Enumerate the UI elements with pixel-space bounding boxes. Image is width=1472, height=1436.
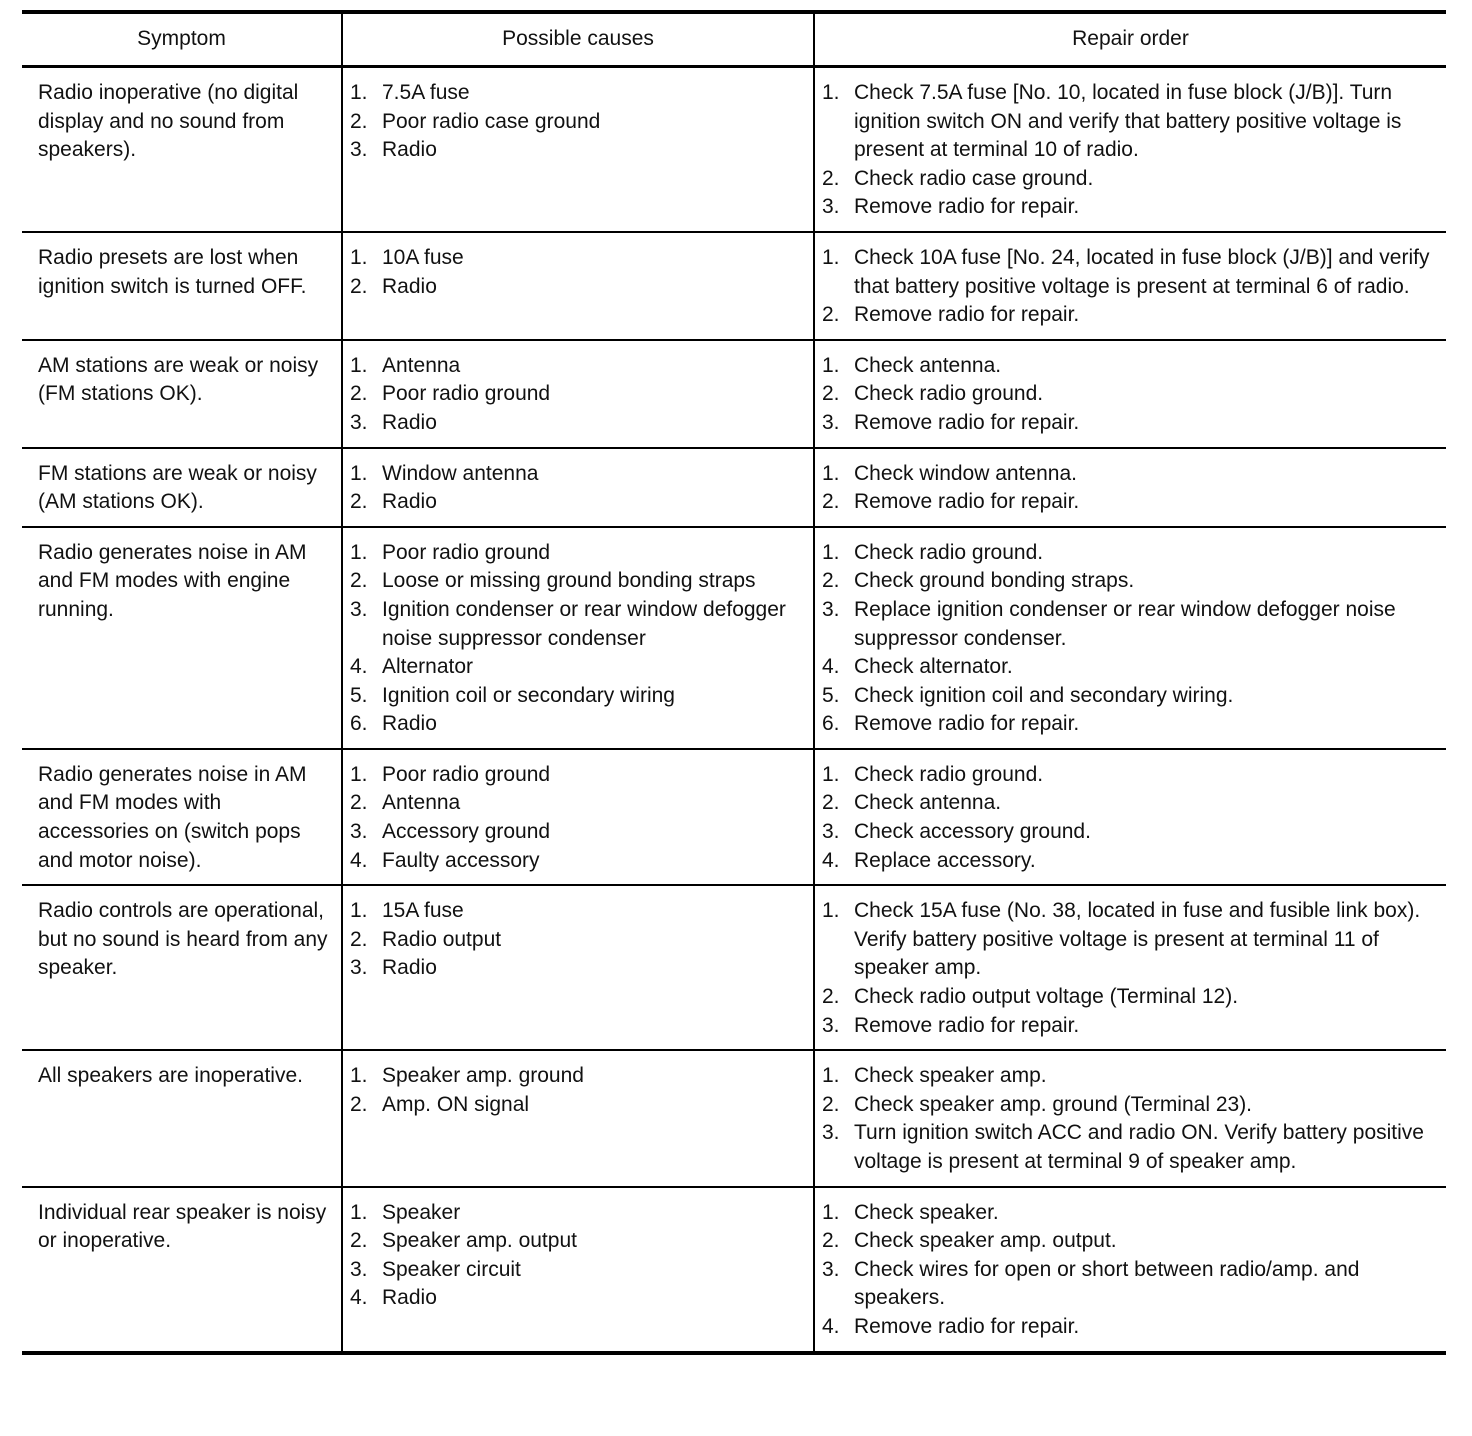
symptom-text: FM stations are weak or noisy (AM stations OK). (38, 461, 317, 514)
repair-order-item (822, 682, 1438, 711)
possible-causes-item (350, 352, 805, 381)
possible-causes-cell (342, 527, 814, 749)
item-text: Check 10A fuse [No. 24, located in fuse block (J/B)] and verify that battery positive voltage is present at terminal 6 of radio. (854, 245, 1430, 298)
repair-order-item (822, 539, 1438, 568)
item-number: 1. (350, 540, 368, 564)
item-number: 1. (350, 1064, 368, 1088)
item-number: 4. (822, 1314, 840, 1338)
item-number: 2. (822, 490, 840, 514)
possible-causes-item (350, 567, 805, 596)
item-text: Remove radio for repair. (854, 303, 1080, 327)
item-number: 3. (822, 820, 840, 844)
item-text: 15A fuse (382, 899, 464, 923)
repair-order-item (822, 165, 1438, 194)
possible-causes-item (350, 273, 805, 302)
troubleshooting-table (22, 10, 1446, 1355)
possible-causes-item (350, 409, 805, 438)
possible-causes-list (343, 449, 813, 526)
item-number: 2. (350, 490, 368, 514)
item-text: Ignition coil or secondary wiring (382, 683, 675, 707)
item-number: 2. (822, 303, 840, 327)
symptom-cell (22, 885, 342, 1050)
item-number: 2. (350, 382, 368, 406)
item-number: 4. (350, 655, 368, 679)
item-text: Check antenna. (854, 353, 1002, 377)
symptom-text: Radio generates noise in AM and FM modes with engine running. (38, 540, 307, 621)
possible-causes-item (350, 926, 805, 955)
item-number: 2. (822, 791, 840, 815)
possible-causes-cell (342, 749, 814, 885)
repair-order-item (822, 596, 1438, 653)
item-number: 2. (822, 382, 840, 406)
item-text: Faulty accessory (382, 848, 540, 872)
item-number: 1. (350, 353, 368, 377)
possible-causes-cell (342, 448, 814, 527)
item-text: Check radio case ground. (854, 166, 1094, 190)
repair-order-cell (814, 67, 1446, 232)
repair-order-item (822, 847, 1438, 876)
item-text: Remove radio for repair. (854, 1314, 1080, 1338)
item-text: Check radio ground. (854, 540, 1044, 564)
symptom-text: Radio presets are lost when ignition switch is turned OFF. (38, 245, 307, 298)
symptom-text: Radio inoperative (no digital display and no sound from speakers). (38, 81, 299, 162)
symptom-cell (22, 527, 342, 749)
possible-causes-item (350, 460, 805, 489)
possible-causes-item (350, 653, 805, 682)
item-text: Radio output (382, 927, 502, 951)
possible-causes-list (343, 1188, 813, 1322)
item-text: Amp. ON signal (382, 1092, 530, 1116)
possible-causes-item (350, 818, 805, 847)
repair-order-cell (814, 1050, 1446, 1186)
item-text: Poor radio ground (382, 762, 551, 786)
possible-causes-item (350, 596, 805, 653)
table-row (22, 340, 1446, 448)
possible-causes-item (350, 789, 805, 818)
repair-order-cell (814, 1187, 1446, 1353)
repair-order-item (822, 897, 1438, 983)
item-number: 4. (350, 1286, 368, 1310)
repair-order-item (822, 1227, 1438, 1256)
item-number: 1. (822, 245, 840, 269)
possible-causes-item (350, 1227, 805, 1256)
table-row (22, 67, 1446, 232)
table-row (22, 448, 1446, 527)
header-repair-order: Repair order (814, 12, 1446, 67)
repair-order-list (815, 1188, 1446, 1351)
item-text: Radio (382, 274, 437, 298)
item-text: Speaker (382, 1200, 461, 1224)
item-text: Ignition condenser or rear window defogger noise suppressor condenser (382, 597, 786, 650)
item-number: 2. (350, 1229, 368, 1253)
repair-order-item (822, 1199, 1438, 1228)
table-header-row (22, 12, 1446, 67)
header-symptom: Symptom (22, 12, 342, 67)
item-text: Speaker amp. output (382, 1229, 577, 1253)
item-text: Check speaker amp. (854, 1064, 1047, 1088)
item-number: 1. (822, 81, 840, 104)
repair-order-item (822, 567, 1438, 596)
symptom-cell (22, 340, 342, 448)
possible-causes-item (350, 1091, 805, 1120)
possible-causes-cell (342, 232, 814, 340)
possible-causes-list (343, 750, 813, 884)
possible-causes-list (343, 528, 813, 748)
item-text: Remove radio for repair. (854, 1013, 1080, 1037)
symptom-cell (22, 1050, 342, 1186)
repair-order-cell (814, 749, 1446, 885)
item-number: 4. (822, 848, 840, 872)
item-number: 4. (350, 848, 368, 872)
possible-causes-item (350, 1199, 805, 1228)
item-number: 3. (350, 820, 368, 844)
repair-order-list (815, 68, 1446, 231)
item-text: Turn ignition switch ACC and radio ON. Verify battery positive voltage is present at terminal 9 of speaker amp. (854, 1121, 1424, 1173)
repair-order-item (822, 789, 1438, 818)
table-body (22, 67, 1446, 1353)
item-text: Replace ignition condenser or rear window defogger noise suppressor condenser. (854, 597, 1396, 650)
repair-order-item (822, 1256, 1438, 1313)
possible-causes-item (350, 136, 805, 165)
repair-order-list (815, 886, 1446, 1049)
item-number: 1. (350, 899, 368, 923)
item-text: Poor radio ground (382, 540, 551, 564)
possible-causes-item (350, 79, 805, 108)
repair-order-list (815, 341, 1446, 447)
repair-order-item (822, 710, 1438, 739)
item-text: Check radio output voltage (Terminal 12). (854, 985, 1239, 1009)
item-text: Remove radio for repair. (854, 712, 1080, 736)
item-number: 1. (350, 245, 368, 269)
repair-order-list (815, 750, 1446, 884)
repair-order-item (822, 193, 1438, 222)
possible-causes-item (350, 539, 805, 568)
repair-order-item (822, 1119, 1438, 1176)
item-text: Radio (382, 712, 437, 736)
item-number: 2. (822, 569, 840, 593)
possible-causes-list (343, 1051, 813, 1128)
symptom-text: Individual rear speaker is noisy or inoperative. (38, 1200, 327, 1253)
repair-order-item (822, 1062, 1438, 1091)
possible-causes-list (343, 68, 813, 174)
repair-order-item (822, 983, 1438, 1012)
troubleshooting-table-sheet (22, 10, 1446, 1355)
item-number: 2. (350, 569, 368, 593)
possible-causes-item (350, 710, 805, 739)
repair-order-item (822, 409, 1438, 438)
possible-causes-cell (342, 1187, 814, 1353)
table-row (22, 749, 1446, 885)
possible-causes-item (350, 847, 805, 876)
item-number: 3. (350, 1257, 368, 1281)
item-number: 3. (350, 138, 368, 162)
item-number: 2. (822, 1229, 840, 1253)
item-number: 3. (822, 195, 840, 219)
item-number: 3. (350, 956, 368, 980)
possible-causes-item (350, 108, 805, 137)
repair-order-item (822, 79, 1438, 165)
item-text: Loose or missing ground bonding straps (382, 569, 756, 593)
repair-order-cell (814, 232, 1446, 340)
item-text: Check antenna. (854, 791, 1002, 815)
item-text: Speaker amp. ground (382, 1064, 584, 1088)
item-text: Check speaker amp. output. (854, 1229, 1117, 1253)
item-text: Remove radio for repair. (854, 195, 1080, 219)
symptom-cell (22, 232, 342, 340)
possible-causes-item (350, 244, 805, 273)
item-text: Replace accessory. (854, 848, 1036, 872)
item-number: 1. (822, 1064, 840, 1088)
item-text: Check radio ground. (854, 762, 1044, 786)
repair-order-list (815, 1051, 1446, 1185)
item-number: 3. (822, 410, 840, 434)
repair-order-item (822, 1091, 1438, 1120)
table-row (22, 885, 1446, 1050)
symptom-cell (22, 448, 342, 527)
item-text: Radio (382, 410, 437, 434)
possible-causes-item (350, 1284, 805, 1313)
item-number: 1. (822, 1200, 840, 1224)
item-number: 1. (822, 353, 840, 377)
item-text: Check radio ground. (854, 382, 1044, 406)
possible-causes-item (350, 1062, 805, 1091)
possible-causes-list (343, 886, 813, 992)
possible-causes-cell (342, 340, 814, 448)
item-text: 7.5A fuse (382, 81, 470, 104)
item-text: Check 15A fuse (No. 38, located in fuse and fusible link box). Verify battery positive voltage is present at terminal 11 of speaker amp. (854, 899, 1421, 980)
item-number: 1. (350, 81, 368, 104)
possible-causes-item (350, 954, 805, 983)
possible-causes-list (343, 341, 813, 447)
header-possible-causes: Possible causes (342, 12, 814, 67)
item-text: Radio (382, 956, 437, 980)
item-text: Check accessory ground. (854, 820, 1091, 844)
item-text: Check wires for open or short between radio/amp. and speakers. (854, 1257, 1360, 1310)
symptom-text: Radio controls are operational, but no sound is heard from any speaker. (38, 899, 328, 980)
item-text: Radio (382, 1286, 437, 1310)
symptom-cell (22, 67, 342, 232)
item-text: Radio (382, 490, 437, 514)
repair-order-item (822, 761, 1438, 790)
repair-order-cell (814, 340, 1446, 448)
repair-order-item (822, 653, 1438, 682)
possible-causes-cell (342, 885, 814, 1050)
item-number: 1. (350, 1200, 368, 1224)
item-number: 3. (822, 1257, 840, 1281)
item-number: 1. (822, 762, 840, 786)
repair-order-cell (814, 448, 1446, 527)
table-row (22, 1187, 1446, 1353)
repair-order-item (822, 1313, 1438, 1342)
item-number: 2. (350, 927, 368, 951)
item-text: Check alternator. (854, 655, 1013, 679)
item-number: 1. (822, 540, 840, 564)
symptom-cell (22, 1187, 342, 1353)
item-number: 3. (822, 1013, 840, 1037)
table-row (22, 527, 1446, 749)
possible-causes-list (343, 233, 813, 310)
item-number: 3. (822, 597, 840, 621)
item-text: Speaker circuit (382, 1257, 521, 1281)
repair-order-item (822, 460, 1438, 489)
repair-order-list (815, 528, 1446, 748)
item-text: Check window antenna. (854, 461, 1077, 485)
item-number: 1. (350, 762, 368, 786)
repair-order-list (815, 449, 1446, 526)
possible-causes-item (350, 682, 805, 711)
item-text: Remove radio for repair. (854, 410, 1080, 434)
item-text: Radio (382, 138, 437, 162)
item-number: 5. (822, 683, 840, 707)
repair-order-item (822, 1012, 1438, 1041)
item-number: 3. (350, 597, 368, 621)
table-row (22, 1050, 1446, 1186)
item-number: 5. (350, 683, 368, 707)
possible-causes-item (350, 1256, 805, 1285)
item-text: Check ground bonding straps. (854, 569, 1135, 593)
repair-order-item (822, 488, 1438, 517)
item-number: 4. (822, 655, 840, 679)
item-number: 2. (350, 109, 368, 133)
possible-causes-item (350, 380, 805, 409)
repair-order-cell (814, 527, 1446, 749)
repair-order-cell (814, 885, 1446, 1050)
item-text: Alternator (382, 655, 474, 679)
repair-order-item (822, 301, 1438, 330)
item-number: 2. (350, 274, 368, 298)
item-text: Poor radio case ground (382, 109, 601, 133)
item-text: Check speaker. (854, 1200, 999, 1224)
symptom-text: All speakers are inoperative. (38, 1064, 303, 1088)
item-number: 2. (822, 166, 840, 190)
repair-order-item (822, 818, 1438, 847)
repair-order-item (822, 244, 1438, 301)
item-text: Check ignition coil and secondary wiring. (854, 683, 1234, 707)
item-text: Antenna (382, 791, 461, 815)
item-number: 1. (350, 461, 368, 485)
item-text: Check 7.5A fuse [No. 10, located in fuse block (J/B)]. Turn ignition switch ON and verify that battery positive voltage is present at terminal 10 of radio. (854, 81, 1402, 162)
item-number: 2. (822, 1092, 840, 1116)
possible-causes-item (350, 761, 805, 790)
item-number: 3. (822, 1121, 840, 1145)
possible-causes-cell (342, 67, 814, 232)
item-text: Check speaker amp. ground (Terminal 23). (854, 1092, 1253, 1116)
item-text: 10A fuse (382, 245, 464, 269)
item-number: 1. (822, 461, 840, 485)
possible-causes-item (350, 897, 805, 926)
symptom-text: Radio generates noise in AM and FM modes with accessories on (switch pops and motor noise). (38, 762, 307, 872)
possible-causes-cell (342, 1050, 814, 1186)
item-number: 2. (350, 1092, 368, 1116)
item-text: Antenna (382, 353, 461, 377)
item-text: Remove radio for repair. (854, 490, 1080, 514)
item-number: 6. (822, 712, 840, 736)
item-number: 2. (822, 985, 840, 1009)
table-row (22, 232, 1446, 340)
repair-order-item (822, 380, 1438, 409)
item-number: 6. (350, 712, 368, 736)
repair-order-item (822, 352, 1438, 381)
repair-order-list (815, 233, 1446, 339)
item-text: Poor radio ground (382, 382, 551, 406)
item-number: 3. (350, 410, 368, 434)
symptom-text: AM stations are weak or noisy (FM stations OK). (38, 353, 319, 406)
item-text: Window antenna (382, 461, 539, 485)
possible-causes-item (350, 488, 805, 517)
symptom-cell (22, 749, 342, 885)
item-number: 1. (822, 899, 840, 923)
item-text: Accessory ground (382, 820, 551, 844)
item-number: 2. (350, 791, 368, 815)
